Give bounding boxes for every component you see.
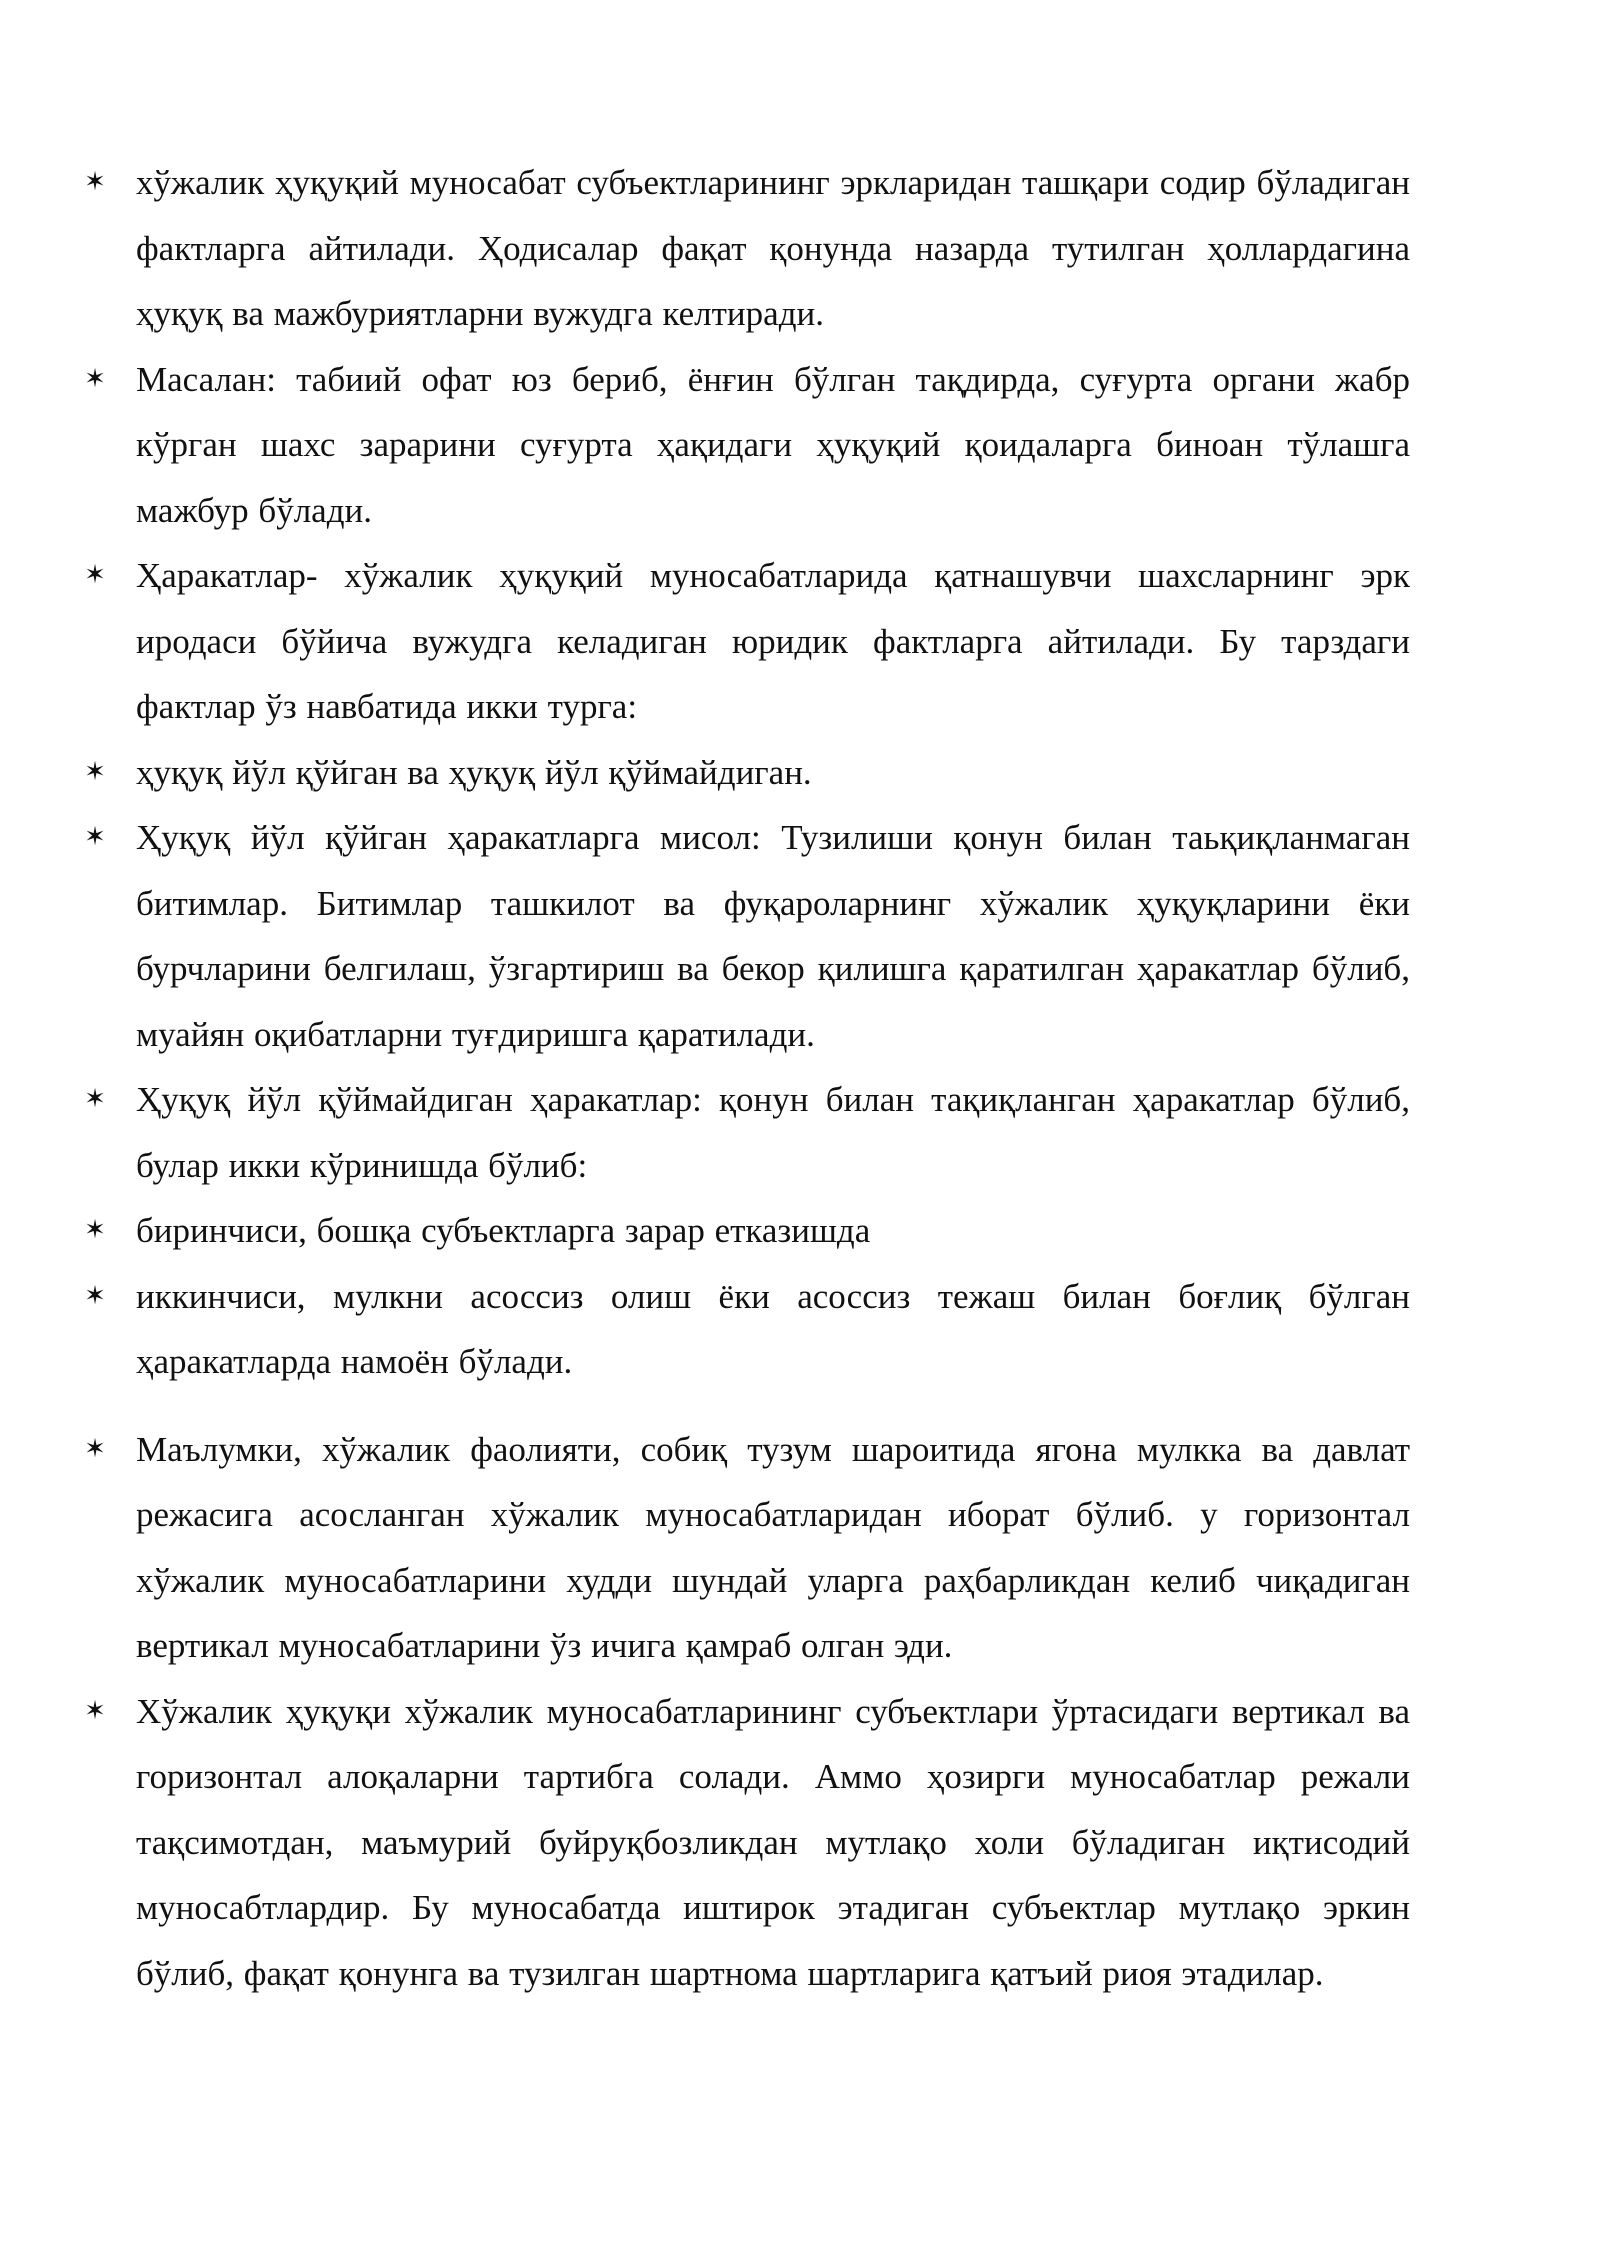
list-item [80,150,1410,347]
star-bullet-icon: ✶ [84,560,106,590]
list-item [80,543,1410,740]
list-item-text: Хўжалик ҳуқуқи хўжалик муносабатларининг субъектлари ўртасидаги вертикал ва горизонтал алоқаларни тартибга солади. Аммо ҳозирги муносабатлар режали тақсимотдан, маъмурий буйруқбозликдан мутлақо холи бўладиган иқтисодий муносабтлардир. Бу муносабатда иштирок этадиган субъектлар мутлақо эркин бўлиб, фақат қонунга ва тузилган шартнома шартларига қатъий риоя этадилар. [136,1691,1410,1993]
list-item [80,740,1410,806]
document-body [80,150,1410,2006]
list-item-text: Маълумки, хўжалик фаолияти, собиқ тузум шароитида ягона мулкка ва давлат режасига асосланган хўжалик муносабатларидан иборат бўлиб. у горизонтал хўжалик муносабатларини худди шундай уларга раҳбарликдан келиб чиқадиган вертикал муносабатларини ўз ичига қамраб олган эди. [136,1429,1410,1665]
list-item [80,1067,1410,1198]
list-item-text: Ҳуқуқ йўл қўйган ҳаракатларга мисол: Тузилиши қонун билан таьқиқланмаган битимлар. Битимлар ташкилот ва фуқароларнинг хўжалик ҳуқуқларини ёки бурчларини белгилаш, ўзгартириш ва бекор қилишга қаратилган ҳаракатлар бўлиб, муайян оқибатларни туғдиришга қаратилади. [136,818,1410,1054]
star-bullet-icon: ✶ [84,1280,106,1311]
list-item [80,1264,1410,1395]
list-item-text: иккинчиси, мулкни асоссиз олиш ёки асоссиз тежаш билан боғлиқ бўлган ҳаракатларда намоён бўлади. [136,1276,1410,1381]
list-item-text: ҳуқуқ йўл қўйган ва ҳуқуқ йўл қўймайдиган. [136,752,812,792]
list-item-text: Ҳаракатлар- хўжалик ҳуқуқий муносабатларида қатнашувчи шахсларнинг эрк иродаси бўйича вужудга келадиган юридик фактларга айтилади. Бу тарздаги фактлар ўз навбатида икки турга: [136,556,1410,726]
list-item [80,1417,1410,1679]
list-item-text: Ҳуқуқ йўл қўймайдиган ҳаракатлар: қонун билан тақиқланган ҳаракатлар бўлиб, булар икки кўринишда бўлиб: [136,1080,1410,1185]
list-item [80,1679,1410,2007]
star-bullet-icon: ✶ [84,1084,106,1114]
star-bullet-icon: ✶ [84,1695,106,1726]
list-item-text: биринчиси, бошқа субъектларга зарар етказишда [136,1211,871,1250]
star-bullet-icon: ✶ [84,1433,106,1464]
list-item [80,347,1410,544]
star-bullet-icon: ✶ [84,756,106,787]
star-bullet-icon: ✶ [84,822,106,852]
list-item-text: Масалан: табиий офат юз бериб, ёнғин бўлган тақдирда, суғурта органи жабр кўрган шахс зарарини суғурта ҳақидаги ҳуқуқий қоидаларга биноан тўлашга мажбур бўлади. [136,359,1410,530]
star-bullet-icon: ✶ [84,167,106,197]
star-bullet-icon: ✶ [84,1215,106,1245]
list-item [80,1198,1410,1264]
star-bullet-icon: ✶ [84,363,106,394]
list-item [80,805,1410,1067]
list-item-text: хўжалик ҳуқуқий муносабат субъектларининг эркларидан ташқари содир бўладиган фактларга айтилади. Ҳодисалар фақат қонунда назарда тутилган ҳоллардагина ҳуқуқ ва мажбуриятларни вужудга келтиради. [136,163,1410,333]
